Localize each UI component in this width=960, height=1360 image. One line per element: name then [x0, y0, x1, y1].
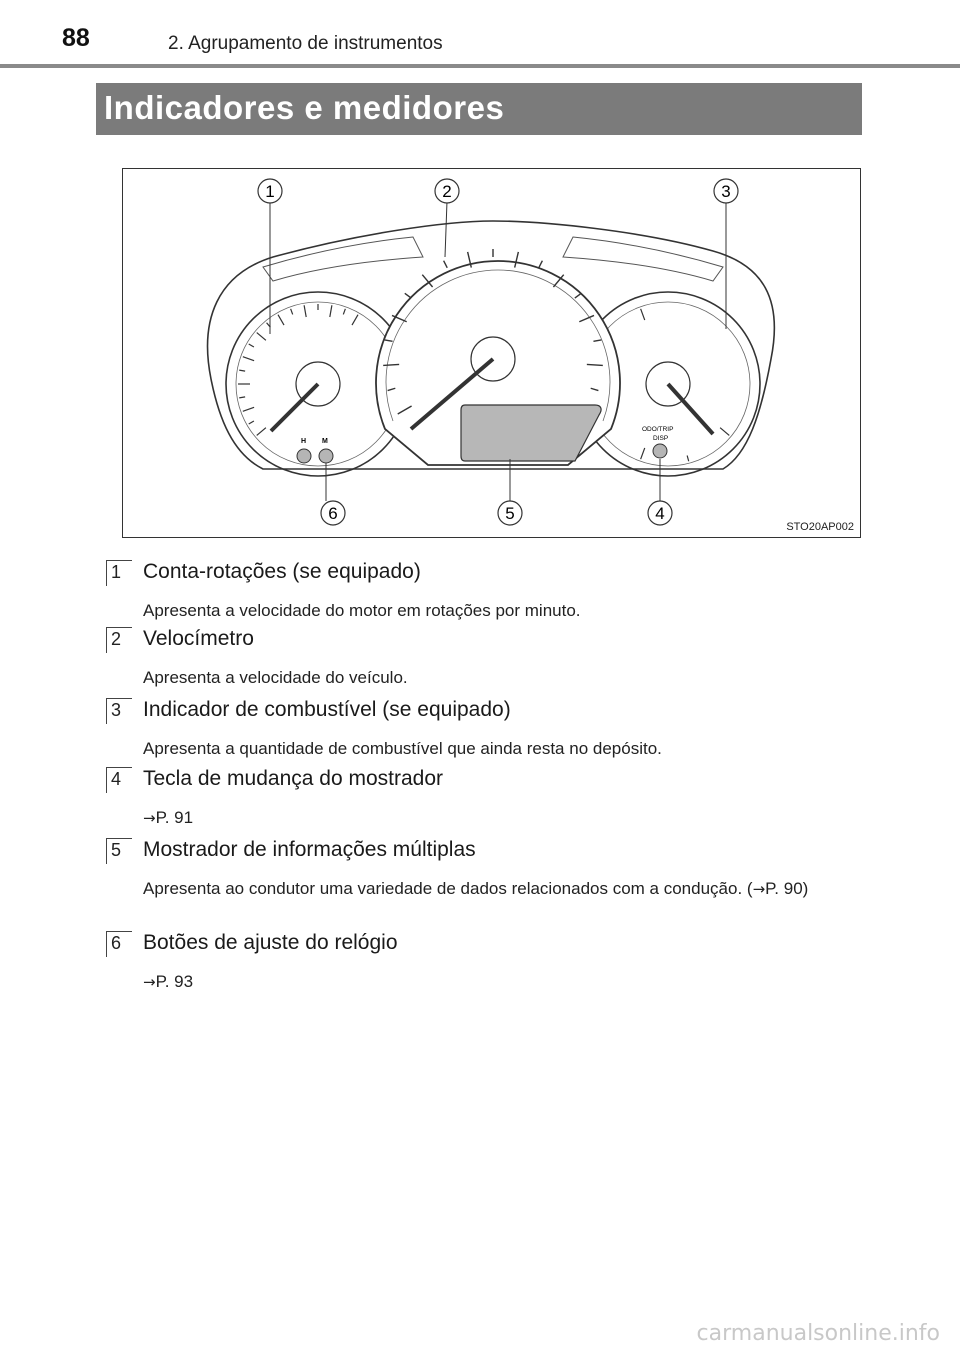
gauge-tick	[343, 309, 345, 315]
gauge-tick	[587, 364, 603, 365]
watermark[interactable]: carmanualsonline.info	[696, 1321, 940, 1346]
callout-number: 5	[505, 504, 515, 523]
arrow-icon: →	[143, 809, 156, 827]
gauge-tick	[257, 333, 266, 341]
figure-code: STO20AP002	[786, 521, 854, 533]
gauge-tick	[352, 315, 358, 325]
gauge-tick	[249, 344, 254, 347]
item-number: 5	[106, 838, 132, 864]
item-reference	[143, 969, 859, 995]
page-ref-link[interactable]: P. 93	[155, 972, 194, 991]
instrument-cluster-figure	[122, 168, 861, 538]
item-description: Apresenta a velocidade do motor em rotações por minuto.	[143, 601, 581, 620]
gauge-tick	[239, 397, 245, 398]
arrow-icon: →	[143, 973, 156, 991]
item-number: 3	[106, 698, 132, 724]
gauge-tick	[304, 305, 306, 317]
right-visor-detail	[563, 237, 723, 281]
instrument-cluster-illustration	[123, 169, 862, 539]
left-visor-detail	[263, 237, 423, 281]
section-title: Indicadores e medidores	[104, 89, 505, 126]
item-number: 4	[106, 767, 132, 793]
clock-m-label: M	[322, 438, 328, 445]
clock-h-label: H	[301, 438, 307, 445]
arrow-icon: →	[752, 880, 766, 898]
item-title: Velocímetro	[143, 627, 254, 650]
callout-number: 4	[655, 504, 665, 523]
gauge-tick	[257, 428, 266, 436]
clock-h-button	[297, 449, 311, 463]
odo-trip-label: ODO/TRIP	[642, 426, 674, 433]
item-title: Tecla de mudança do mostrador	[143, 767, 443, 790]
page-number: 88	[62, 24, 90, 52]
item-number: 2	[106, 627, 132, 653]
item-description: Apresenta a velocidade do veículo.	[143, 668, 408, 687]
item-number: 6	[106, 931, 132, 957]
gauge-tick	[720, 428, 729, 436]
page-ref-link[interactable]: P. 90)	[765, 879, 809, 898]
header-rule	[0, 64, 960, 68]
chapter-title: 2. Agrupamento de instrumentos	[168, 33, 443, 54]
gauge-tick	[243, 357, 254, 361]
gauge-tick	[243, 407, 254, 411]
item-title: Botões de ajuste do relógio	[143, 931, 398, 954]
callout-number: 2	[442, 182, 452, 201]
callout-number: 1	[265, 182, 275, 201]
callout-number: 3	[721, 182, 731, 201]
item-description: Apresenta ao condutor uma variedade de dados relacionados com a condução. (→P. 90)	[143, 879, 809, 898]
gauge-tick	[278, 315, 284, 325]
gauge-tick	[641, 448, 645, 459]
clock-m-button	[319, 449, 333, 463]
item-title: Conta-rotações (se equipado)	[143, 560, 421, 583]
item-description: Apresenta a quantidade de combustível que ainda resta no depósito.	[143, 739, 662, 758]
gauge-tick	[249, 421, 254, 424]
item-title: Indicador de combustível (se equipado)	[143, 698, 511, 721]
section-banner	[96, 83, 862, 135]
item-number: 1	[106, 560, 132, 586]
odo-trip-disp-button	[653, 444, 667, 458]
gauge-tick	[405, 293, 411, 298]
callout-number: 6	[328, 504, 338, 523]
gauge-tick	[330, 305, 332, 317]
gauge-tick	[539, 261, 543, 268]
gauge-tick	[687, 455, 689, 461]
gauge-tick	[641, 309, 645, 320]
item-title: Mostrador de informações múltiplas	[143, 838, 476, 861]
gauge-tick	[239, 370, 245, 371]
speedometer-gauge	[376, 249, 620, 465]
gauge-tick	[444, 261, 448, 268]
page-ref-link[interactable]: P. 91	[155, 808, 194, 827]
item-reference	[143, 805, 859, 831]
gauge-tick	[383, 364, 399, 365]
gauge-tick	[291, 309, 293, 315]
disp-label: DISP	[653, 435, 669, 442]
